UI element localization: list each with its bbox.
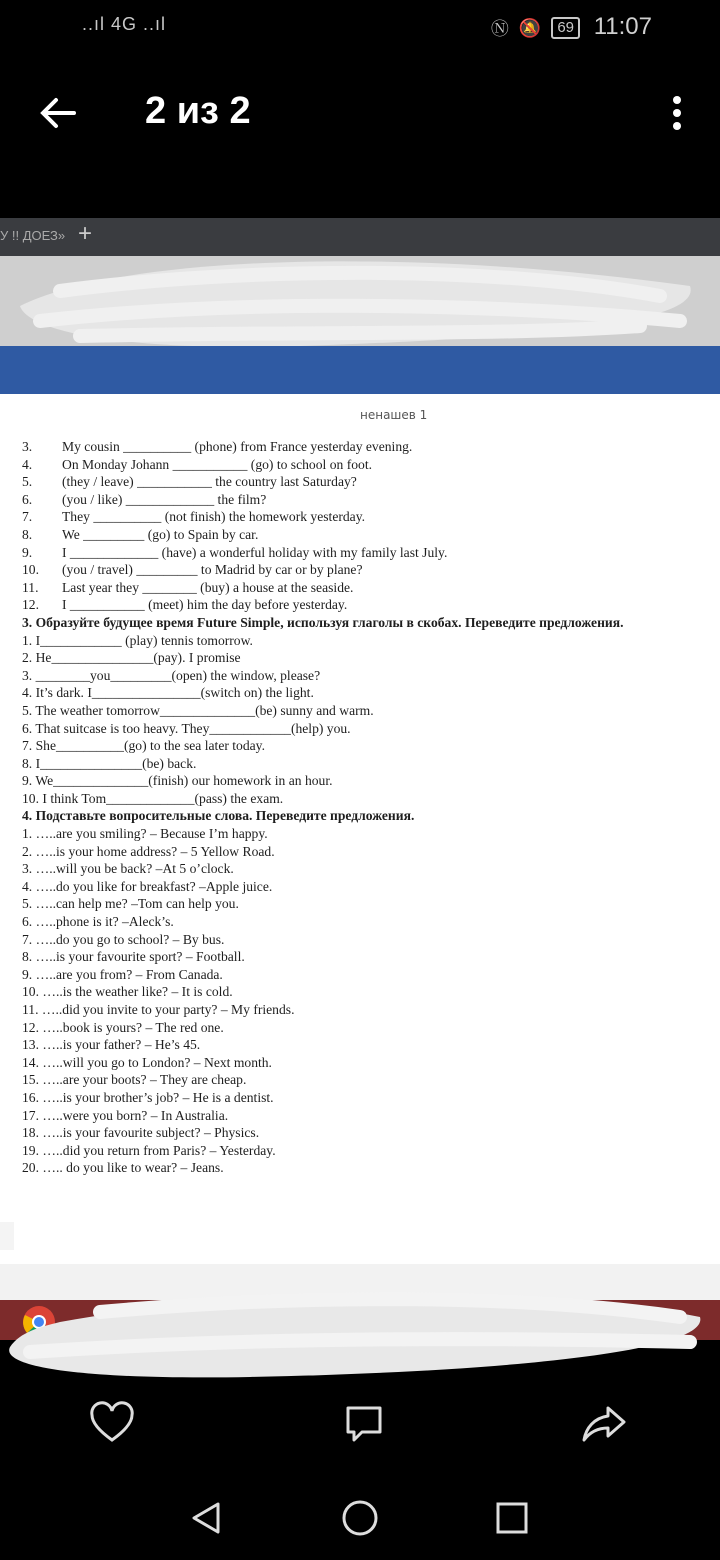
exercise-line: 18. …..is your favourite subject? – Physics. <box>22 1125 260 1141</box>
exercise-line: 1. I____________ (play) tennis tomorrow. <box>22 632 253 648</box>
like-button[interactable] <box>88 1400 136 1448</box>
exercise-line: 10. (you / travel) _________ to Madrid by car or by plane? <box>22 562 363 578</box>
action-bar <box>0 1390 720 1470</box>
exercise-line: 8. We _________ (go) to Spain by car. <box>22 526 259 542</box>
more-vertical-icon <box>660 88 694 138</box>
exercise-line: 2. He_______________(pay). I promise <box>22 650 241 666</box>
status-icons <box>491 15 580 41</box>
redaction-scribble-bottom <box>0 1282 720 1382</box>
exercise-line: 5. (they / leave) ___________ the country last Saturday? <box>22 474 357 490</box>
battery-indicator: 69 <box>551 17 580 39</box>
exercise-line: 6. (you / like) _____________ the film? <box>22 491 267 507</box>
exercise-line: 9. I _____________ (have) a wonderful holiday with my family last July. <box>22 544 448 560</box>
exercise-line: 11. Last year they ________ (buy) a house at the seaside. <box>22 579 354 595</box>
exercise-line: 3. ________you_________(open) the window, please? <box>22 667 321 683</box>
clock: 11:07 <box>593 13 652 40</box>
document-page-header: ненашев 1 <box>360 408 428 422</box>
exercise-line: 15. …..are your boots? – They are cheap. <box>22 1072 247 1088</box>
exercise-line: 4. …..do you like for breakfast? –Apple juice. <box>22 878 273 894</box>
nav-home-button[interactable] <box>340 1498 380 1538</box>
status-bar <box>0 0 720 55</box>
exercise-line: 4. On Monday Johann ___________ (go) to school on foot. <box>22 456 372 472</box>
exercise-line: 3. …..will you be back? –At 5 o’clock. <box>22 861 234 877</box>
exercise-line: 7. She__________(go) to the sea later today. <box>22 738 265 754</box>
page-counter: 2 из 2 <box>145 90 251 132</box>
exercise-line: 17. …..were you born? – In Australia. <box>22 1107 229 1123</box>
viewer-top-bar <box>0 60 720 170</box>
exercise-line: 19. …..did you return from Paris? – Yesterday. <box>22 1142 276 1158</box>
system-nav-bar <box>0 1480 720 1560</box>
exercise-line: 10. …..is the weather like? – It is cold. <box>22 984 233 1000</box>
document-ribbon <box>0 346 720 394</box>
back-button[interactable] <box>34 88 84 138</box>
exercise-line: 2. …..is your home address? – 5 Yellow Road. <box>22 843 275 859</box>
exercise-line: 12. I ___________ (meet) him the day before yesterday. <box>22 597 348 613</box>
nav-back-button[interactable] <box>186 1498 226 1538</box>
back-arrow-icon <box>34 88 84 138</box>
exercise-line: 1. …..are you smiling? – Because I’m happy. <box>22 826 268 842</box>
exercise-line: 5. …..can help me? –Tom can help you. <box>22 896 239 912</box>
square-recent-icon <box>492 1498 532 1538</box>
exercise-line: 3. My cousin __________ (phone) from France yesterday evening. <box>22 439 413 454</box>
browser-tab: У !! ДОЕЗ» <box>0 228 66 243</box>
exercise-line: 16. …..is your brother’s job? – He is a dentist. <box>22 1089 274 1105</box>
heart-icon <box>88 1400 136 1448</box>
exercise-line: 9. We______________(finish) our homework in an hour. <box>22 773 333 789</box>
comment-icon <box>340 1400 388 1448</box>
signal-indicator: ..ıl 4G ..ıl <box>82 14 167 34</box>
exercise-line: 10. I think Tom_____________(pass) the exam. <box>22 790 284 806</box>
exercise-line: 13. …..is your father? – He’s 45. <box>22 1037 201 1053</box>
comment-button[interactable] <box>340 1400 388 1448</box>
section-3-title: 3. Образуйте будущее время Future Simple, используя глаголы в скобах. Переведите предложения. <box>22 614 624 630</box>
exercise-line: 11. …..did you invite to your party? – My friends. <box>22 1002 295 1017</box>
exercise-line: 12. …..book is yours? – The red one. <box>22 1019 224 1035</box>
exercise-line: 5. The weather tomorrow______________(be) sunny and warm. <box>22 702 374 718</box>
exercise-line: 8. I_______________(be) back. <box>22 755 197 771</box>
exercise-line: 6. …..phone is it? –Aleck’s. <box>22 914 174 930</box>
document-page <box>0 394 720 1264</box>
exercise-line: 7. They __________ (not finish) the homework yesterday. <box>22 509 366 525</box>
exercise-line: 9. …..are you from? – From Canada. <box>22 966 223 982</box>
exercise-line: 8. …..is your favourite sport? – Football. <box>22 949 245 965</box>
side-handle <box>0 1222 14 1250</box>
circle-home-icon <box>340 1498 380 1538</box>
exercise-line: 20. ….. do you like to wear? – Jeans. <box>22 1160 224 1176</box>
exercise-line: 6. That suitcase is too heavy. They____________(help) you. <box>22 720 351 736</box>
section-4-title: 4. Подставьте вопросительные слова. Переведите предложения. <box>22 808 415 824</box>
new-tab-icon: + <box>78 220 93 247</box>
more-options-button[interactable] <box>660 88 694 138</box>
share-button[interactable] <box>580 1400 628 1448</box>
document-text <box>22 438 712 1177</box>
nav-recent-button[interactable] <box>492 1498 532 1538</box>
nfc-icon: Ⓝ <box>490 19 509 39</box>
exercise-line: 4. It’s dark. I________________(switch on) the light. <box>22 685 314 701</box>
exercise-line: 7. …..do you go to school? – By bus. <box>22 931 225 947</box>
mute-bell-icon: 🔕 <box>518 17 542 38</box>
triangle-back-icon <box>186 1498 226 1538</box>
exercise-line: 14. …..will you go to London? – Next month. <box>22 1054 272 1070</box>
share-icon <box>580 1400 628 1448</box>
